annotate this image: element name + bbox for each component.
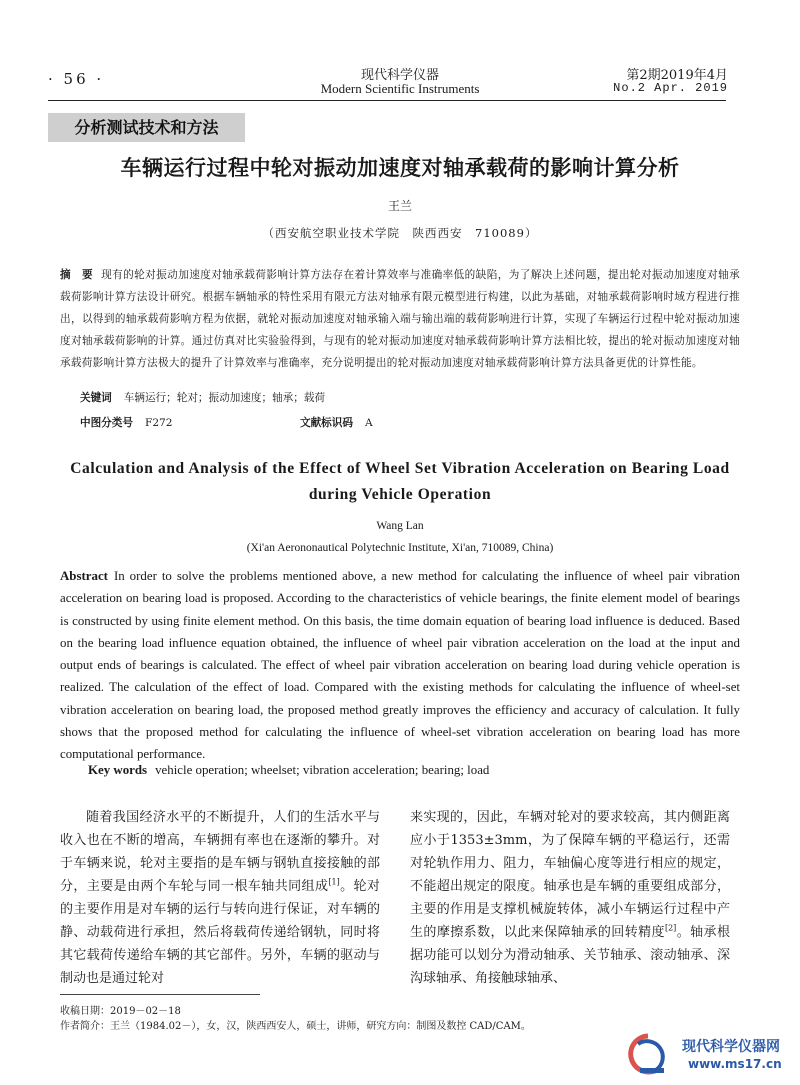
affiliation-cn: （西安航空职业技术学院 陕西西安 710089） [262,226,538,240]
paper-title-cn: 车辆运行过程中轮对振动加速度对轴承载荷的影响计算分析 [120,156,680,180]
footnote-rule [60,994,260,995]
body-column-left [60,806,380,990]
clc-label: 中图分类号 [80,417,133,429]
author-bio: 作者简介：王兰（1984.02－），女，汉，陕西西安人，硕士，讲师，研究方向：制图及数控 CAD/CAM。 [60,1021,531,1032]
body-text: 来实现的，因此，车辆对轮对的要求较高，其内侧距离应小于1353±3mm，为了保障车辆的平稳运行，还需对轮轨作用力、阻力，车轴偏心度等进行相应的规定，不能超出规定的限度。轴承也是车辆的重要组成部分，主要的作用是支撑机械旋转体，减小车辆运行过程中产生的摩擦系数，以此来保障轴承的回转精度 [410,810,730,940]
body-text: 。轴承根据功能可以划分为滑动轴承、关节轴承、滚动轴承、深沟球轴承、角接触球轴承、 [410,925,730,986]
issue-en: No.2 Apr. 2019 [613,81,728,95]
abstract-text-en: In order to solve the problems mentioned above, a new method for calculating the influence of wheel pair vibration acceleration on bearing load is proposed. According to the characteristics of vehicle bearings, the finite element model of bearings is constructed by using finite element method. On this basis, the time domain equation of bearing load influence is deduced. Based on the bearing load influence equation obtained, the influence of wheel pair vibration acceleration on the load at the input and output ends of bearings is calculated. The effect of wheel pair vibration acceleration on bearing load during vehicle operation is realized. The calculation of the effect of load. Compared with the existing methods for calculating the influence of wheel-set vibration acceleration on bearing load, the proposed method greatly improves the efficiency and accuracy of calculation. It fully shows that the proposed method for calculating the influence of wheel-set vibration acceleration on bearing load has more computational performance. [60,569,740,762]
issue-cn: 第2期2019年4月 [626,68,728,83]
citation-ref[interactable]: [2] [664,923,677,933]
abstract-en [60,565,740,766]
journal-name-en: Modern Scientific Instruments [320,81,480,96]
document-code-label: 文献标识码 [300,417,353,429]
received-date: 收稿日期：2019－02－18 [60,1006,181,1017]
keywords-label-cn: 关键词 [80,392,112,404]
document-code-value: A [364,417,373,429]
header-rule [48,100,726,101]
clc-number [80,415,173,430]
author-cn: 王兰 [387,199,412,213]
abstract-label-cn: 摘 要 [60,269,94,281]
section-tag: 分析测试技术和方法 [48,113,245,142]
keywords-en [88,763,489,778]
watermark-url[interactable]: www.ms17.cn [688,1057,782,1071]
keywords-text-en: vehicle operation; wheelset; vibration acceleration; bearing; load [155,763,490,777]
paper-title-en: Calculation and Analysis of the Effect of Wheel Set Vibration Acceleration on Bearing Load during Vehicle Operation [70,460,730,503]
author-en: Wang Lan [376,520,424,532]
keywords-label-en: Key words [88,763,148,777]
citation-ref[interactable]: [1] [328,877,340,887]
affiliation-en: (Xi'an Aerononautical Polytechnic Institute, Xi'an, 710089, China) [246,542,554,554]
keywords-text-cn: 车辆运行；轮对；振动加速度；轴承；载荷 [123,392,326,404]
page-number: · 56 · [48,70,105,88]
clc-value: F272 [144,417,173,429]
abstract-label-en: Abstract [60,569,108,583]
abstract-cn [60,264,740,374]
abstract-text-cn: 现有的轮对振动加速度对轴承载荷影响计算方法存在着计算效率与准确率低的缺陷，为了解决上述问题，提出轮对振动加速度对轴承载荷影响计算方法设计研究。根据车辆轴承的特性采用有限元方法对轴承有限元模型进行构建，以此为基础，对轴承载荷影响时域方程进行推出，以得到的轴承载荷影响方程为依据，就轮对振动加速度对轴承输入端与输出端的载荷影响进行计算，实现了车辆运行过程中轮对振动加速度对轴承载荷影响的计算。通过仿真对比实验验得到，与现有的轮对振动加速度对轴承载荷影响计算方法相比较，提出的轮对振动加速度对轴承载荷影响计算方法极大的提升了计算效率与准确率，充分说明提出的轮对振动加速度对轴承载荷影响计算方法具备更优的计算性能。 [60,269,740,369]
document-code [300,415,373,430]
body-text: 。轮对的主要作用是对车辆的运行与转向进行保证，对车辆的静、动载荷进行承担，然后将载荷传递给钢轨，同时将其它载荷传递给车辆的其它部件。另外，车辆的驱动与制动也是通过轮对 [60,879,380,986]
keywords-cn [80,390,325,405]
body-text: 随着我国经济水平的不断提升，人们的生活水平与收入也在不断的增高，车辆拥有率也在逐渐的攀升。对于车辆来说，轮对主要指的是车辆与钢轨直接接触的部分，主要是由两个车轮与同一根车轴共同组成 [60,810,380,894]
journal-name-cn: 现代科学仪器 [360,68,439,83]
body-column-right [410,806,730,990]
watermark-name: 现代科学仪器网 [682,1039,780,1055]
